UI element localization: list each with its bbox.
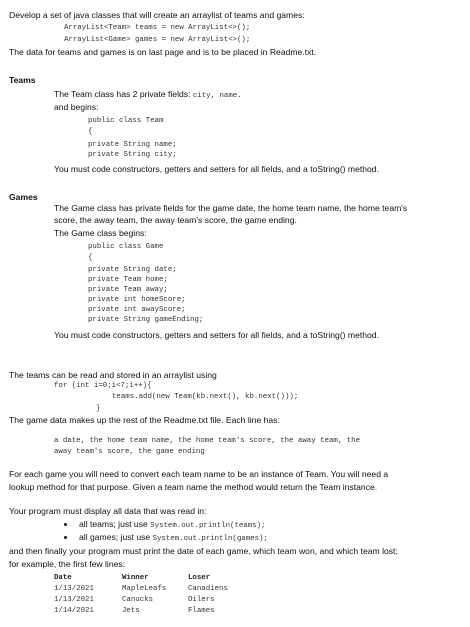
row-2-winner: Canucks	[122, 596, 154, 604]
team-class-code-line: {	[88, 128, 93, 136]
bullet-1-text: all teams; just use	[79, 519, 151, 529]
bullet-icon	[64, 523, 67, 526]
team-class-code-line: private String name;	[88, 141, 177, 149]
print-teams-code: System.out.println(teams);	[150, 522, 266, 530]
game-class-code-line: private String date;	[88, 266, 177, 274]
team-class-code-line: private String city;	[88, 151, 177, 159]
game-data-line: The game data makes up the rest of the Readme.txt file. Each line has:	[9, 415, 280, 425]
game-fields-line-2: away team's score, the game ending	[54, 448, 205, 456]
game-class-code-line: private int awayScore;	[88, 306, 186, 314]
team-class-code-line: public class Team	[88, 117, 164, 125]
row-2-loser: Oilers	[188, 596, 215, 604]
game-description-1: The Game class has private fields for the game date, the home team name, the home team's	[54, 203, 408, 213]
read-close-brace: }	[96, 405, 101, 413]
bullet-icon	[64, 536, 67, 539]
game-begins-label: The Game class begins:	[54, 228, 147, 238]
print-games-code: System.out.println(games);	[152, 535, 268, 543]
team-requirements: You must code constructors, getters and setters for all fields, and a toString() method.	[54, 164, 379, 174]
row-2-date: 1/13/2021	[54, 596, 94, 604]
display-bullet-1	[79, 518, 266, 531]
row-3-date: 1/14/2021	[54, 607, 94, 615]
game-class-code-line: private Team away;	[88, 286, 168, 294]
row-3-winner: Jets	[122, 607, 140, 615]
convert-line-1: For each game you will need to convert each team name to be an instance of Team. You will need a	[9, 469, 389, 479]
game-class-code-line: {	[88, 254, 93, 262]
header-winner: Winner	[122, 574, 149, 582]
game-requirements: You must code constructors, getters and setters for all fields, and a toString() method.	[54, 330, 379, 340]
game-class-code-line: private Team home;	[88, 276, 168, 284]
game-description-2: score, the away team, the away team's score, the game ending.	[54, 215, 297, 225]
game-class-code-line: private int homeScore;	[88, 296, 186, 304]
intro-line-1: Develop a set of java classes that will create an arraylist of teams and games:	[9, 10, 305, 20]
display-line: Your program must display all data that was read in:	[9, 506, 207, 516]
games-heading: Games	[9, 192, 38, 202]
row-1-loser: Canadiens	[188, 585, 228, 593]
game-class-code-line: private String gameEnding;	[88, 316, 204, 324]
bullet-2-text: all games; just use	[79, 532, 153, 542]
row-1-winner: MapleLeafs	[122, 585, 167, 593]
arraylist-teams-code: ArrayList<Team> teams = new ArrayList<>();	[64, 24, 251, 32]
row-1-date: 1/13/2021	[54, 585, 94, 593]
row-3-loser: Flames	[188, 607, 215, 615]
read-add-code: teams.add(new Team(kb.next(), kb.next()));	[112, 393, 299, 401]
game-class-code-line: public class Game	[88, 243, 164, 251]
read-teams-line: The teams can be read and stored in an arraylist using	[9, 370, 217, 380]
intro-line-2: The data for teams and games is on last page and is to be placed in Readme.txt.	[9, 47, 317, 57]
header-date: Date	[54, 574, 72, 582]
header-loser: Loser	[188, 574, 211, 582]
display-bullet-2	[79, 531, 268, 544]
read-loop-code: for (int i=0;i<7;i++){	[54, 382, 152, 390]
game-fields-line-1: a date, the home team name, the home team's score, the away team, the	[54, 437, 361, 445]
team-description-text: The Team class has 2 private fields:	[54, 89, 193, 99]
final-line-2: for example, the first few lines:	[9, 559, 126, 569]
convert-line-2: lookup method for that purpose. Given a team name the method would return the Team instance.	[9, 482, 378, 492]
team-description	[54, 88, 242, 101]
final-line-1: and then finally your program must print the date of each game, which team won, and which team lost;	[9, 546, 398, 556]
teams-heading: Teams	[9, 75, 36, 85]
arraylist-games-code: ArrayList<Game> games = new ArrayList<>();	[64, 36, 251, 44]
team-fields-code: city, name.	[192, 92, 242, 100]
team-begins-label: and begins:	[54, 102, 99, 112]
